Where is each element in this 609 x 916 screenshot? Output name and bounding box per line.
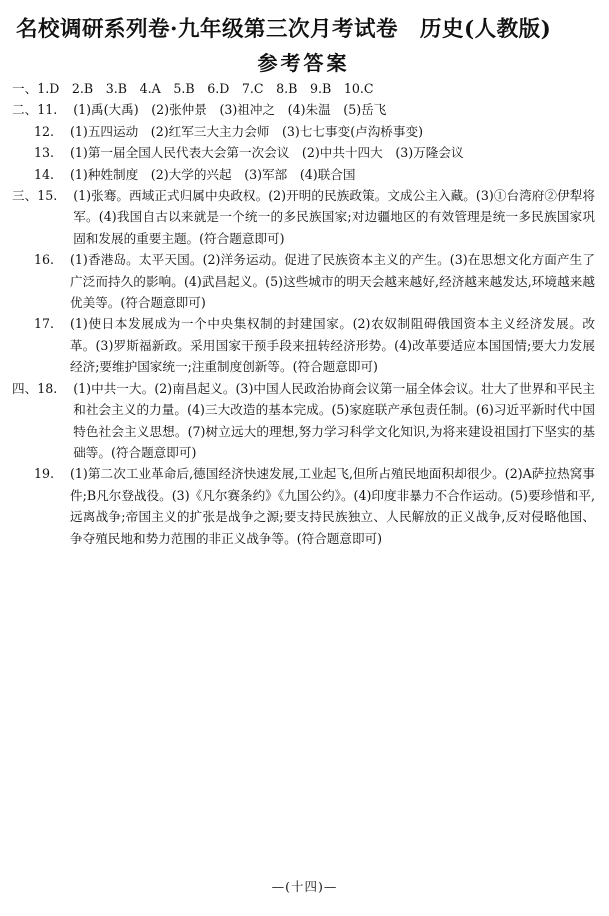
question-number: 16. bbox=[34, 252, 55, 268]
answer-body bbox=[12, 78, 595, 549]
answer-q16 bbox=[12, 249, 595, 313]
answer-text: (1)张骞。西域正式归属中央政权。(2)开明的民族政策。文成公主入藏。(3)①台湾府②伊犁将军。(4)我国自古以来就是一个统一的多民族国家;对边疆地区的有效管理是统一多民族国家巩固和发展的重要主题。(符合题意即可) bbox=[73, 188, 595, 246]
answer-text: (1)香港岛。太平天国。(2)洋务运动。促进了民族资本主义的产生。(3)在思想文化方面产生了广泛而持久的影响。(4)武昌起义。(5)这些城市的明天会越来越好,经济越来越发达,环境越来越优美等。(符合题意即可) bbox=[70, 252, 595, 311]
answer-text: (1)五四运动 (2)红军三大主力会师 (3)七七事变(卢沟桥事变) bbox=[70, 123, 424, 139]
question-number: 19. bbox=[34, 466, 55, 482]
answer-q19 bbox=[12, 463, 595, 549]
question-number: 15. bbox=[37, 188, 58, 204]
section-label: 二、 bbox=[12, 102, 38, 118]
answer-text: (1)第二次工业革命后,德国经济快速发展,工业起飞,但所占殖民地面积却很少。(2)A萨拉热窝事件;B凡尔登战役。(3)《凡尔赛条约》《九国公约》。(4)印度非暴力不合作运动。(5)要珍惜和平,远离战争;帝国主义的扩张是战争之源;要支持民族独立、人民解放的正义战争,反对侵略他国、争夺殖民地和势力范围的非正义战争等。(符合题意即可) bbox=[70, 466, 595, 546]
answer-q13 bbox=[12, 142, 595, 163]
answer-mc bbox=[12, 78, 595, 99]
page-number: —(十四)— bbox=[271, 879, 338, 894]
section-label: 一、 bbox=[12, 81, 38, 96]
question-number: 12. bbox=[34, 123, 55, 139]
answer-text: (1)中共一大。(2)南昌起义。(3)中国人民政治协商会议第一届全体会议。壮大了世界和平民主和社会主义的力量。(4)三大改造的基本完成。(5)家庭联产承包责任制。(6)习近平新时代中国特色社会主义思想。(7)树立远大的理想,努力学习科学文化知识,为将来建设祖国打下坚实的基础等。(符合题意即可) bbox=[73, 380, 595, 460]
answer-q11 bbox=[12, 99, 595, 120]
section-label: 四、 bbox=[12, 380, 38, 396]
question-number: 17. bbox=[34, 316, 55, 332]
document-title: 名校调研系列卷·九年级第三次月考试卷 历史(人教版) bbox=[16, 17, 552, 42]
answer-text: (1)使日本发展成为一个中央集权制的封建国家。(2)农奴制阻碍俄国资本主义经济发展。改革。(3)罗斯福新政。采用国家干预手段来扭转经济形势。(4)改革要适应本国国情;要大力发展经济;要维护国家统一;注重制度创新等。(符合题意即可) bbox=[70, 316, 595, 375]
answer-text: (1)第一届全国人民代表大会第一次会议 (2)中共十四大 (3)万隆会议 bbox=[70, 145, 464, 161]
question-number: 13. bbox=[34, 145, 55, 161]
answer-q17 bbox=[12, 313, 595, 377]
answer-key-heading: 参考答案 bbox=[257, 51, 350, 75]
answer-q15 bbox=[12, 185, 595, 249]
answer-q12 bbox=[12, 121, 595, 142]
question-number: 18. bbox=[37, 380, 58, 396]
section-label: 三、 bbox=[12, 188, 38, 204]
answer-text: (1)种姓制度 (2)大学的兴起 (3)军部 (4)联合国 bbox=[70, 166, 356, 182]
answer-q14 bbox=[12, 164, 595, 185]
answer-text: (1)禹(大禹) (2)张仲景 (3)祖冲之 (4)朱温 (5)岳飞 bbox=[73, 102, 387, 118]
answer-q18 bbox=[12, 378, 595, 464]
question-number: 11. bbox=[37, 102, 58, 118]
answer-text: 1.D 2.B 3.B 4.A 5.B 6.D 7.C 8.B 9.B 10.C bbox=[37, 81, 374, 96]
question-number: 14. bbox=[34, 166, 55, 182]
